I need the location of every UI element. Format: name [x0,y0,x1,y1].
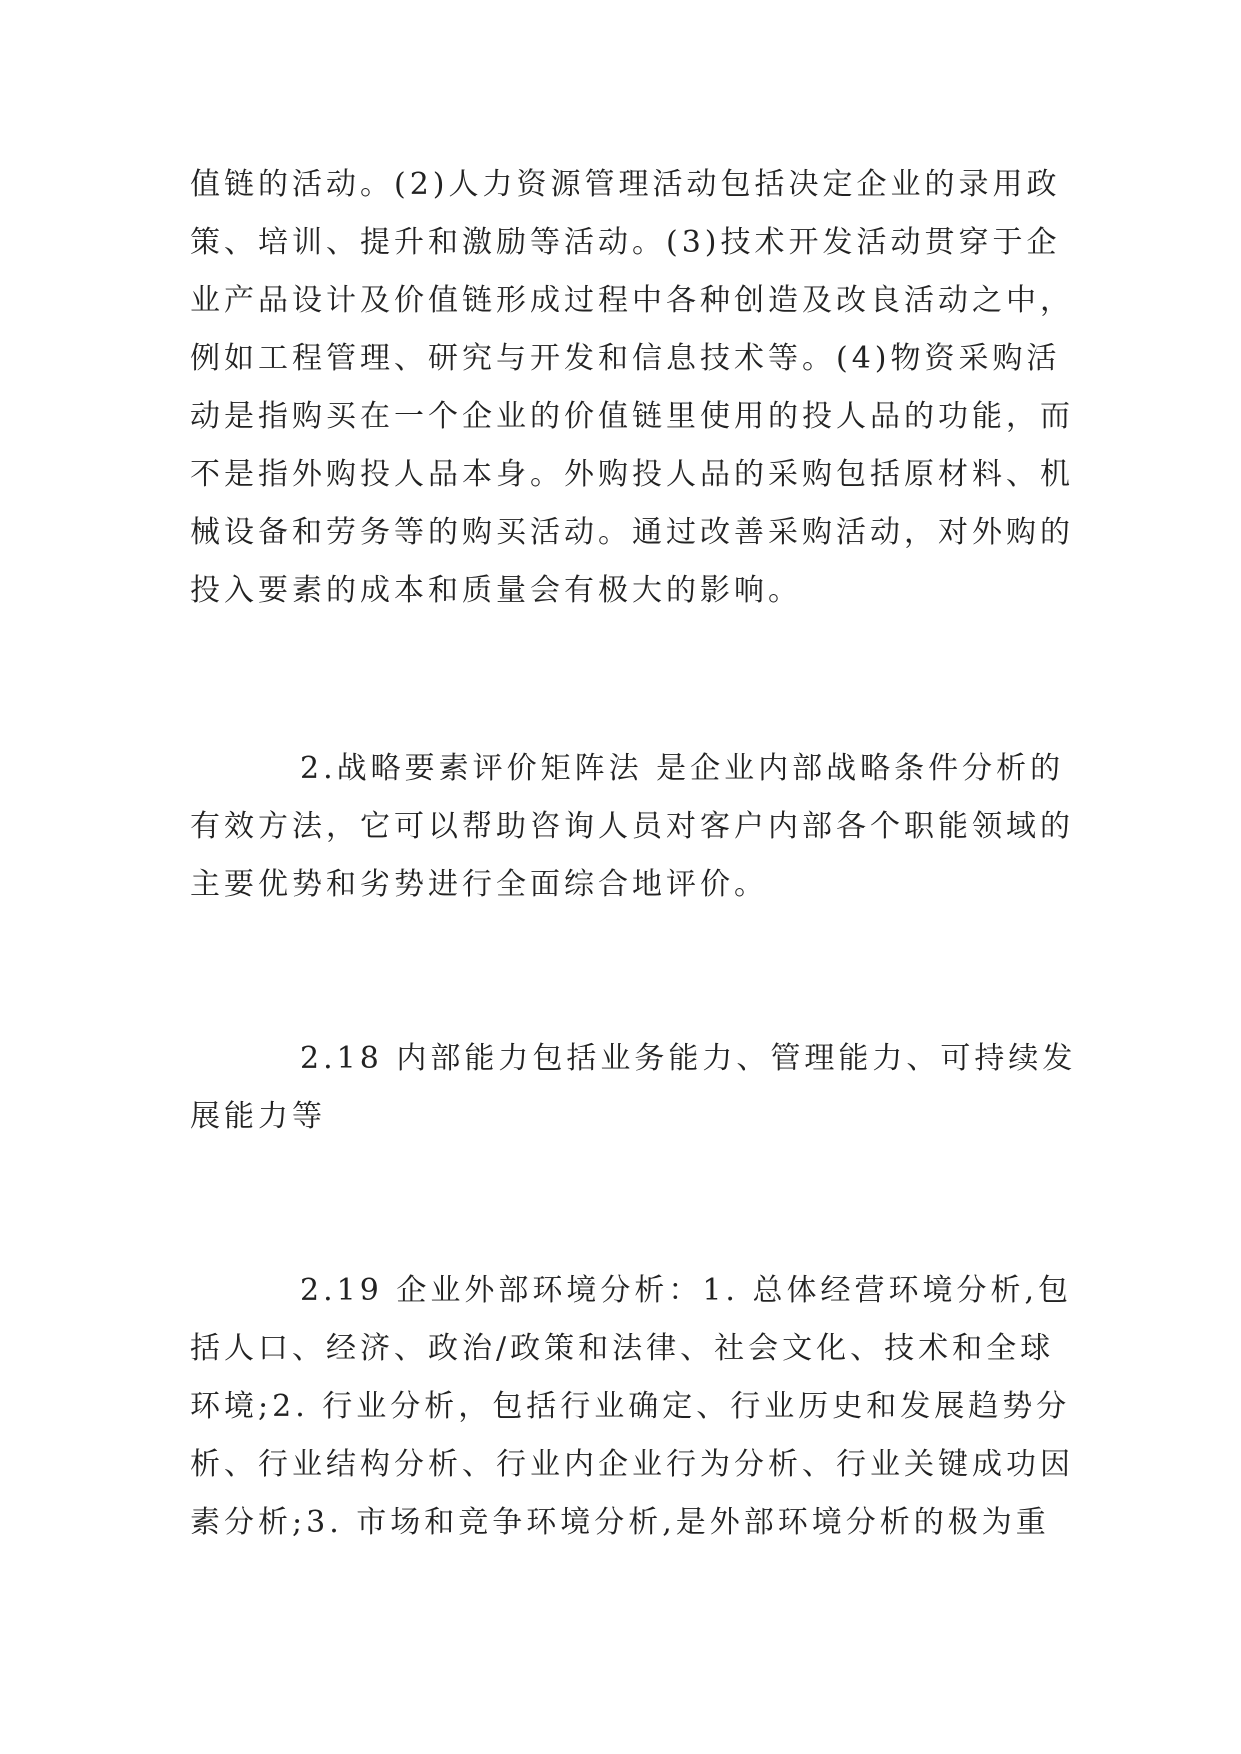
text-line: 2.战略要素评价矩阵法 是企业内部战略条件分析的 [300,751,1065,786]
text-line: 策、培训、提升和激励等活动。(3)技术开发活动贯穿于企 [190,225,1061,260]
text-line: 例如工程管理、研究与开发和信息技术等。(4)物资采购活 [190,341,1061,376]
paragraph-internal-capabilities [190,1030,1077,1146]
text-line: 投入要素的成本和质量会有极大的影响。 [190,573,802,608]
text-line: 环境;2. 行业分析，包括行业确定、行业历史和发展趋势分 [190,1389,1071,1424]
paragraph-strategic-factor-matrix [190,740,1074,914]
paragraph-value-chain-activities [190,156,1074,620]
text-line: 素分析;3. 市场和竞争环境分析,是外部环境分析的极为重 [190,1505,1050,1540]
text-line: 械设备和劳务等的购买活动。通过改善采购活动，对外购的 [190,515,1074,550]
text-line: 有效方法，它可以帮助咨询人员对客户内部各个职能领域的 [190,809,1074,844]
text-line: 业产品设计及价值链形成过程中各种创造及改良活动之中， [190,283,1074,318]
text-line: 主要优势和劣势进行全面综合地评价。 [190,867,768,902]
text-line: 括人口、经济、政治/政策和法律、社会文化、技术和全球 [190,1331,1055,1366]
text-line: 析、行业结构分析、行业内企业行为分析、行业关键成功因 [190,1447,1074,1482]
text-line: 2.18 内部能力包括业务能力、管理能力、可持续发 [300,1041,1077,1076]
text-line: 展能力等 [190,1099,326,1134]
text-line: 2.19 企业外部环境分析：1. 总体经营环境分析,包 [300,1273,1073,1308]
text-line: 值链的活动。(2)人力资源管理活动包括决定企业的录用政 [190,167,1061,202]
text-line: 动是指购买在一个企业的价值链里使用的投人品的功能，而 [190,399,1074,434]
text-line: 不是指外购投人品本身。外购投人品的采购包括原材料、机 [190,457,1074,492]
paragraph-external-environment-analysis [190,1262,1074,1552]
